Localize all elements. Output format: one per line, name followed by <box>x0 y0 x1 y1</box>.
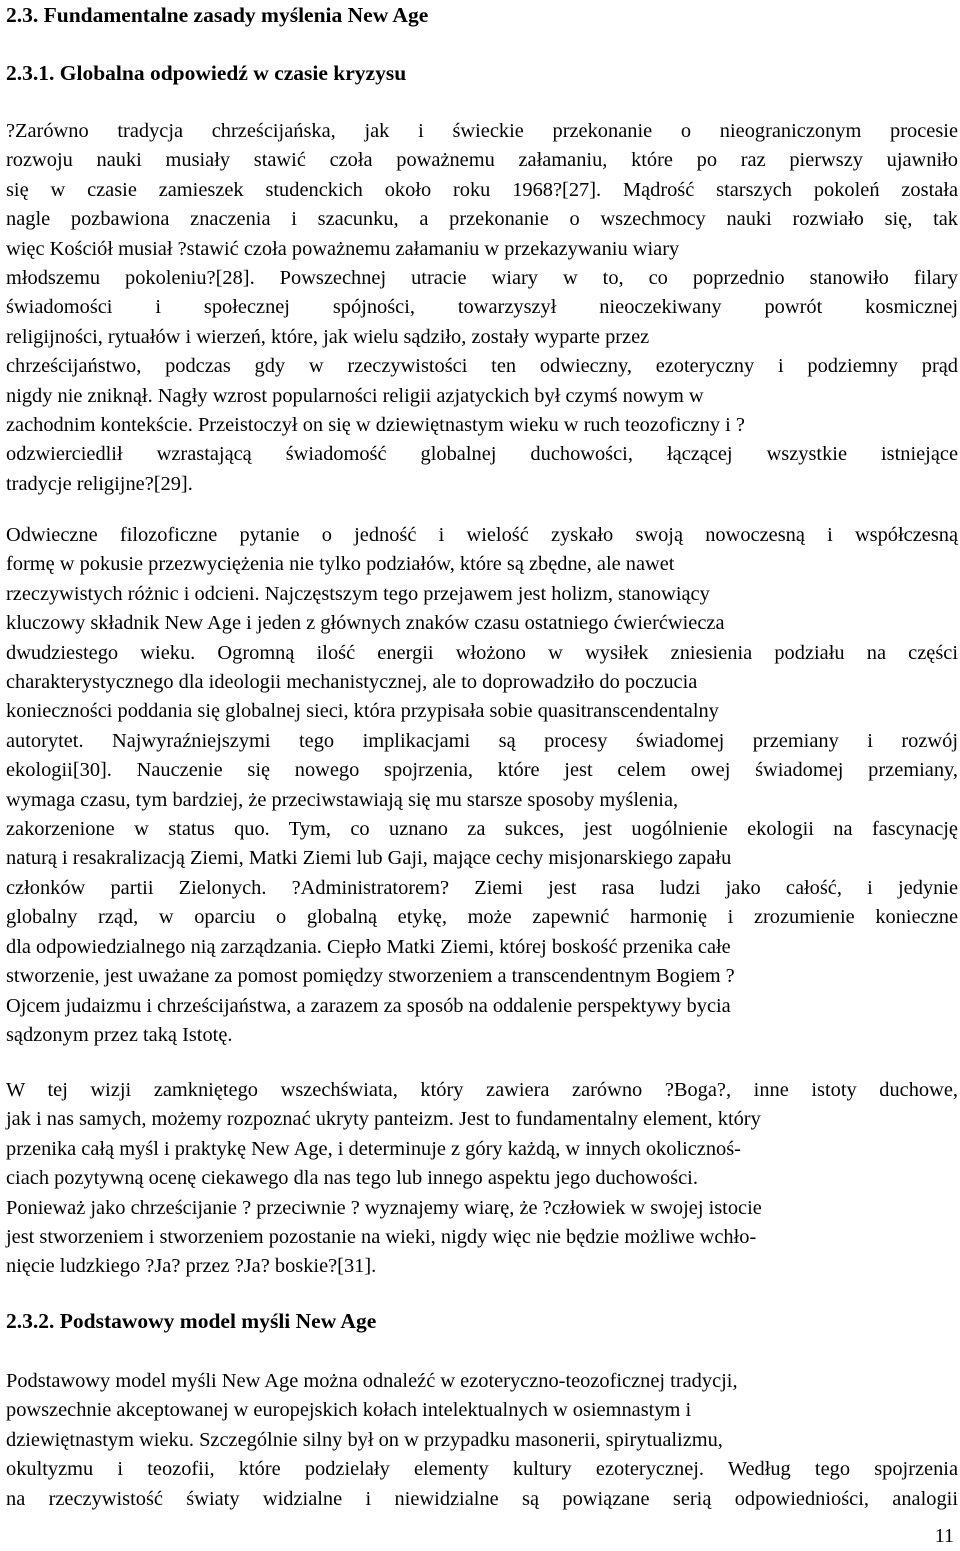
paragraph-line: świadomości i społecznej spójności, towarzyszył nieoczekiwany powrót kosmicznej <box>6 296 958 319</box>
paragraph-line: charakterystycznego dla ideologii mechanistycznej, ale to doprowadziło do poczucia <box>6 671 698 694</box>
paragraph-line: się w czasie zamieszek studenckich około roku 1968?[27]. Mądrość starszych pokoleń została <box>6 178 958 201</box>
paragraph-1 <box>6 117 958 499</box>
paragraph-line: odzwierciedlił wzrastającą świadomość globalnej duchowości, łączącej wszystkie istniejące <box>6 443 958 466</box>
paragraph-line: nięcie ludzkiego ?Ja? przez ?Ja? boskie?[31]. <box>6 1255 377 1278</box>
paragraph-line: nagle pozbawiona znaczenia i szacunku, a przekonanie o wszechmocy nauki rozwiało się, tak <box>6 208 958 231</box>
paragraph-line: nigdy nie zniknął. Nagły wzrost popularności religii azjatyckich był czymś nowym w <box>6 384 704 407</box>
paragraph-line: zachodnim kontekście. Przeistoczył on się w dziewiętnastym wieku w ruch teozoficzny i ? <box>6 414 745 437</box>
paragraph-line: W tej wizji zamkniętego wszechświata, który zawiera zarówno ?Boga?, inne istoty duchowe, <box>6 1079 958 1101</box>
paragraph-line: na rzeczywistość światy widzialne i niewidzialne są powiązane serią odpowiedniości, analogii <box>6 1487 958 1510</box>
paragraph-line: dla odpowiedzialnego nią zarządzania. Ciepło Matki Ziemi, której boskość przenika całe <box>6 935 731 958</box>
paragraph-line: religijności, rytuałów i wierzeń, które, jak wielu sądziło, zostały wyparte przez <box>6 325 650 348</box>
paragraph-line: jest stworzeniem i stworzeniem pozostanie na wieki, nigdy więc nie będzie możliwe wchło- <box>6 1226 757 1249</box>
paragraph-line: stworzenie, jest uważane za pomost pomiędzy stworzeniem a transcendentnym Bogiem ? <box>6 965 735 988</box>
paragraph-4 <box>6 1367 958 1514</box>
paragraph-line: rozwoju nauki musiały stawić czoła poważnemu załamaniu, które po raz pierwszy ujawniło <box>6 149 958 172</box>
paragraph-line: Ponieważ jako chrześcijanie ? przeciwnie ? wyznajemy wiarę, że ?człowiek w swojej istocie <box>6 1196 762 1219</box>
paragraph-line: tradycje religijne?[29]. <box>6 472 193 495</box>
paragraph-3 <box>6 1076 958 1282</box>
paragraph-line: ?Zarówno tradycja chrześcijańska, jak i świeckie przekonanie o nieograniczonym procesie <box>6 120 958 142</box>
paragraph-line: więc Kościół musiał ?stawić czoła poważnemu załamaniu w przekazywaniu wiary <box>6 237 680 260</box>
paragraph-line: powszechnie akceptowanej w europejskich kołach intelektualnych w osiemnastym i <box>6 1399 692 1422</box>
paragraph-line: rzeczywistych różnic i odcieni. Najczęstszym tego przejawem jest holizm, stanowiący <box>6 582 710 605</box>
paragraph-line: autorytet. Najwyraźniejszymi tego implikacjami są procesy świadomej przemiany i rozwój <box>6 729 958 752</box>
paragraph-line: globalny rząd, w oparciu o globalną etykę, może zapewnić harmonię i zrozumienie konieczne <box>6 906 958 929</box>
subsection-heading-2: 2.3.2. Podstawowy model myśli New Age <box>6 1309 377 1333</box>
paragraph-line: zakorzenione w status quo. Tym, co uznano za sukces, jest uogólnienie ekologii na fascynację <box>6 818 958 841</box>
paragraph-line: naturą i resakralizacją Ziemi, Matki Ziemi lub Gaji, mające cechy misjonarskiego zapału <box>6 847 732 870</box>
paragraph-line: dwudziestego wieku. Ogromną ilość energii włożono w wysiłek zniesienia podziału na części <box>6 641 958 664</box>
paragraph-line: formę w pokusie przezwyciężenia nie tylko podziałów, które są zbędne, ale nawet <box>6 553 675 576</box>
paragraph-2 <box>6 521 958 1050</box>
paragraph-line: członków partii Zielonych. ?Administratorem? Ziemi jest rasa ludzi jako całość, i jedynie <box>6 876 958 899</box>
paragraph-line: Ojcem judaizmu i chrześcijaństwa, a zarazem za sposób na oddalenie perspektywy bycia <box>6 994 731 1017</box>
paragraph-line: sądzonym przez taką Istotę. <box>6 1023 233 1046</box>
paragraph-line: Podstawowy model myśli New Age można odnaleźć w ezoteryczno-teozoficznej tradycji, <box>6 1370 738 1392</box>
paragraph-line: ekologii[30]. Nauczenie się nowego spojrzenia, które jest celem owej świadomej przemiany, <box>6 759 958 782</box>
paragraph-line: ciach pozytywną ocenę ciekawego dla nas tego lub innego aspektu jego duchowości. <box>6 1167 698 1190</box>
paragraph-line: jak i nas samych, możemy rozpoznać ukryty panteizm. Jest to fundamentalny element, który <box>6 1108 761 1131</box>
paragraph-line: młodszemu pokoleniu?[28]. Powszechnej utracie wiary w to, co poprzednio stanowiło filary <box>6 267 958 290</box>
paragraph-line: wymaga czasu, tym bardziej, że przeciwstawiają się mu starsze sposoby myślenia, <box>6 788 679 811</box>
paragraph-line: przenika całą myśl i praktykę New Age, i determinuje z góry każdą, w innych okolicznoś- <box>6 1137 741 1160</box>
page-number: 11 <box>934 1525 954 1547</box>
subsection-heading-1: 2.3.1. Globalna odpowiedź w czasie kryzysu <box>6 61 407 85</box>
paragraph-line: Odwieczne filozoficzne pytanie o jedność i wielość zyskało swoją nowoczesną i współczesną <box>6 524 958 546</box>
section-heading: 2.3. Fundamentalne zasady myślenia New Age <box>6 3 429 27</box>
paragraph-line: chrześcijaństwo, podczas gdy w rzeczywistości ten odwieczny, ezoteryczny i podziemny prąd <box>6 355 958 378</box>
paragraph-line: konieczności poddania się globalnej sieci, która przypisała sobie quasitranscendentalny <box>6 700 719 723</box>
paragraph-line: kluczowy składnik New Age i jeden z głównych znaków czasu ostatniego ćwierćwiecza <box>6 612 725 635</box>
paragraph-line: okultyzmu i teozofii, które podzielały elementy kultury ezoterycznej. Według tego spojrzenia <box>6 1458 958 1481</box>
paragraph-line: dziewiętnastym wieku. Szczególnie silny był on w przypadku masonerii, spirytualizmu, <box>6 1428 723 1451</box>
